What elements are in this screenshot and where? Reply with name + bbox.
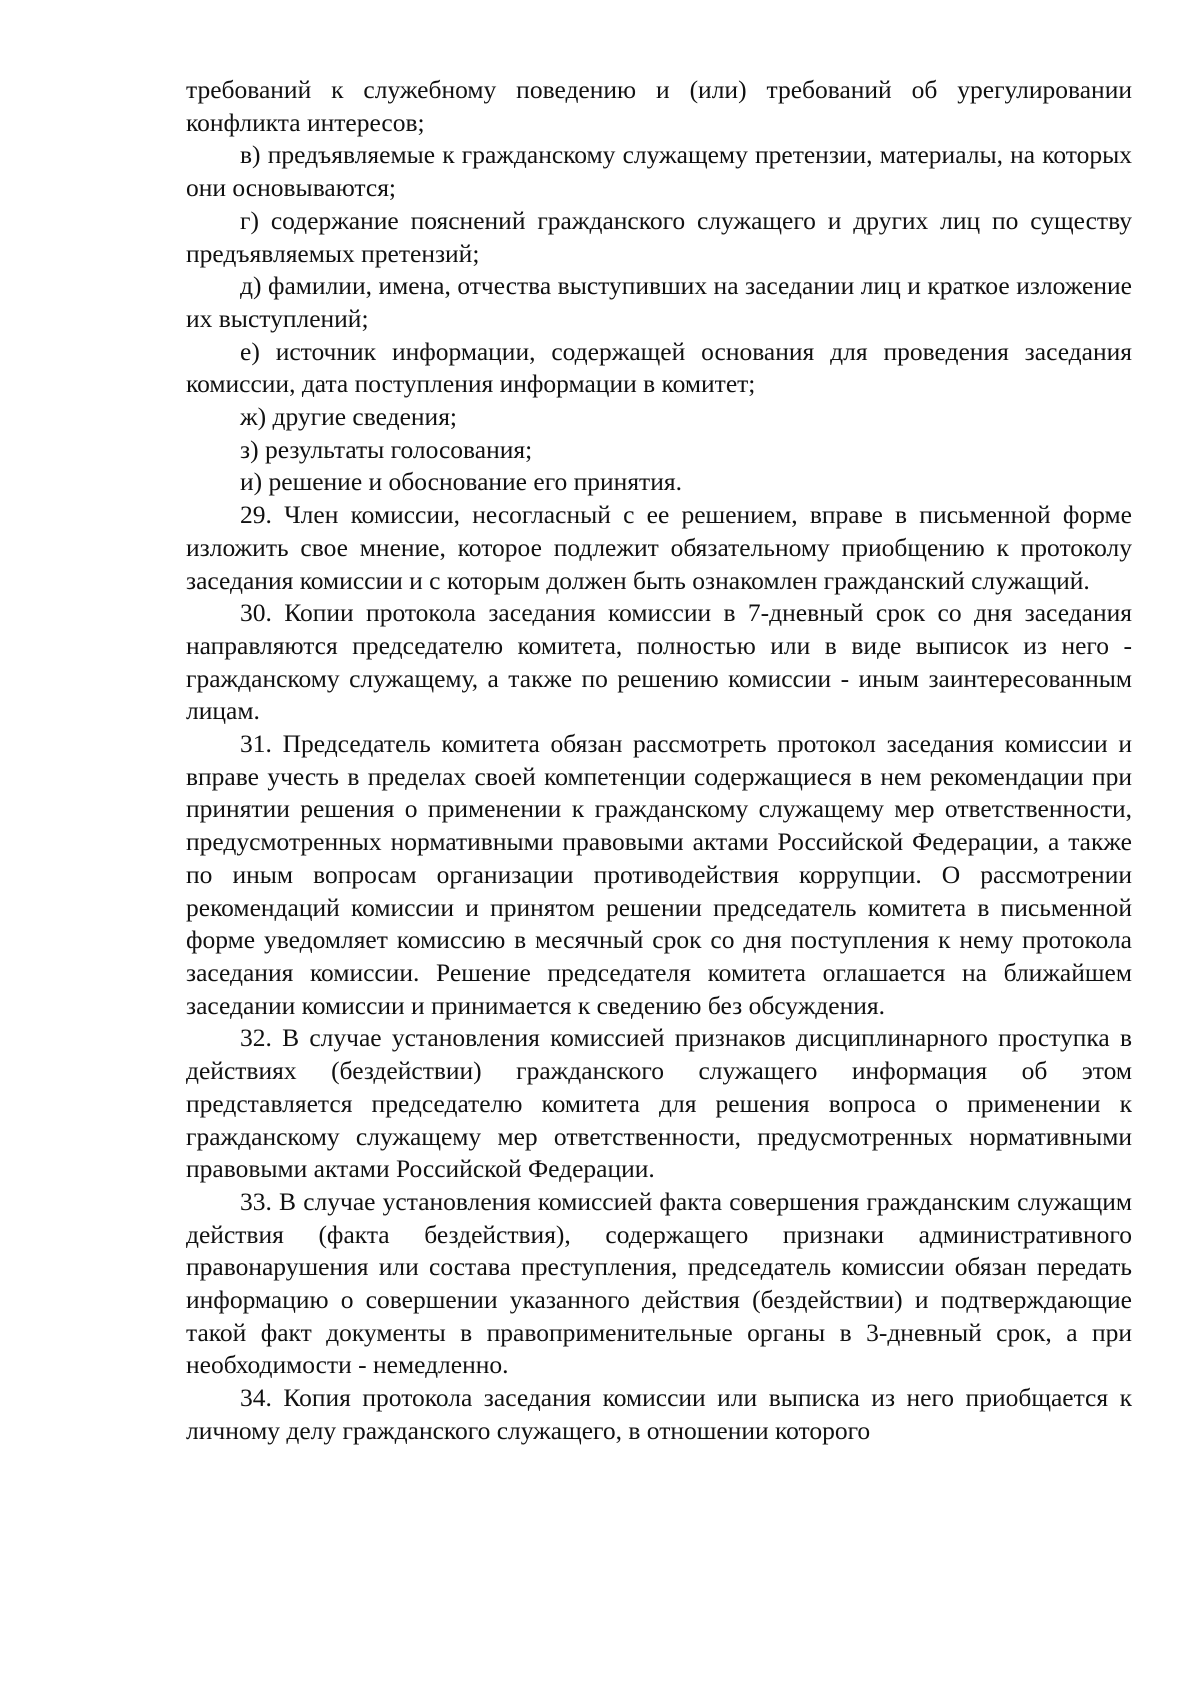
list-item-i: и) решение и обоснование его принятия. — [240, 467, 682, 497]
paragraph-continuation: требований к служебному поведению и (или) требований об урегулировании конфликта интересов; — [186, 75, 1132, 137]
list-item-e: е) источник информации, содержащей основания для проведения заседания комиссии, дата поступления информации в комитет; — [186, 336, 1132, 399]
clause-34: 34. Копия протокола заседания комиссии или выписка из него приобщается к личному делу гражданского служащего, в отношении которого — [186, 1383, 1132, 1445]
clause-29: 29. Член комиссии, несогласный с ее решением, вправе в письменной форме изложить свое мнение, которое подлежит обязательному приобщению к протоколу заседания комиссии и с которым должен быть ознакомлен гражданский служащий. — [186, 500, 1132, 595]
list-item-g: г) содержание пояснений гражданского служащего и других лиц по существу предъявляемых претензий; — [186, 205, 1132, 268]
list-item-z: з) результаты голосования; — [240, 434, 533, 464]
document-body — [186, 74, 1132, 1448]
list-item-v: в) предъявляемые к гражданскому служащему претензии, материалы, на которых они основываются; — [186, 140, 1132, 203]
clause-30: 30. Копии протокола заседания комиссии в 7-дневный срок со дня заседания направляются председателю комитета, полностью или в виде выписок из него - гражданскому служащему, а также по решению комиссии - иным заинтересованным лицам. — [186, 598, 1132, 726]
list-item-zh: ж) другие сведения; — [240, 402, 458, 432]
clause-33: 33. В случае установления комиссией факта совершения гражданским служащим действия (факта бездействия), содержащего признаки административного правонарушения или состава преступления, председатель комиссии обязан передать информацию о совершении указанного действия (бездействии) и подтверждающие такой факт документы в правоприменительные органы в 3-дневный срок, а при необходимости - немедленно. — [186, 1186, 1132, 1380]
list-item-d: д) фамилии, имена, отчества выступивших на заседании лиц и краткое изложение их выступлений; — [186, 271, 1132, 333]
clause-31: 31. Председатель комитета обязан рассмотреть протокол заседания комиссии и вправе учесть в пределах своей компетенции содержащиеся в нем рекомендации при принятии решения о применении к гражданскому служащему мер ответственности, предусмотренных нормативными правовыми актами Российской Федерации, а также по иным вопросам организации противодействия коррупции. О рассмотрении рекомендаций комиссии и принятом решении председатель комитета в письменной форме уведомляет комиссию в месячный срок со дня поступления к нему протокола заседания комиссии. Решение председателя комитета оглашается на ближайшем заседании комиссии и принимается к сведению без обсуждения. — [186, 729, 1132, 1020]
clause-32: 32. В случае установления комиссией признаков дисциплинарного проступка в действиях (бездействии) гражданского служащего информация об этом представляется председателю комитета для решения вопроса о применении к гражданскому служащему мер ответственности, предусмотренных нормативными правовыми актами Российской Федерации. — [186, 1023, 1132, 1184]
